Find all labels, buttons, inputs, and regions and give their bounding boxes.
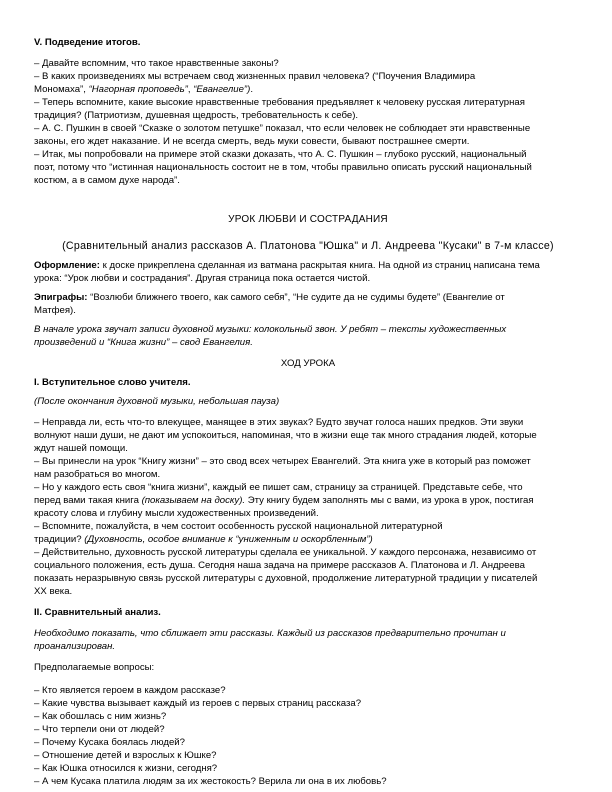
text-line: показать неразрывную связь русской литературы с духовной, продолжение литературной традиции у писателей <box>34 573 538 584</box>
section-5-text <box>34 57 582 187</box>
design-paragraph <box>34 259 582 285</box>
text-line: Матфея). <box>34 305 76 316</box>
text-line: – Итак, мы попробовали на примере этой сказки доказать, что А. С. Пушкин – глубоко русский, национальный <box>34 149 527 160</box>
question-item: – А чем Кусака платила людям за их жестокость? Верила ли она в их любовь? <box>34 776 387 787</box>
text-line: – Неправда ли, есть что-то влекущее, манящее в этих звуках? Будто звучат голоса наших предков. Эти звуки <box>34 417 524 428</box>
italic-span: “Нагорная проповедь” <box>88 84 188 95</box>
text-line: красоту слова и глубину мысли художественных произведений. <box>34 508 319 519</box>
epigraph-paragraph <box>34 291 582 317</box>
text-line: Необходимо показать, что сближает эти рассказы. Каждый из рассказов предварительно прочитан и <box>34 628 506 639</box>
text-line: произведений и “Книга жизни” – свод Евангелия. <box>34 337 253 348</box>
page-content <box>34 36 582 788</box>
question-item: – Что терпели они от людей? <box>34 724 165 735</box>
text-line: – Вы принесли на урок “Книгу жизни” – это свод всех четырех Евангелий. Эта книга уже в который раз поможет <box>34 456 531 467</box>
text-line: – А. С. Пушкин в своей “Сказке о золотом петушке” показал, что если человек не соблюдает эти нравственные <box>34 123 531 134</box>
text-line: костюм, а в самом духе народа”. <box>34 175 180 186</box>
text-span: “Возлюби ближнего твоего, как самого себя”, “Не судите да не судимы будете” (Евангелие от <box>87 292 505 303</box>
text-line: нам разобраться во многом. <box>34 469 161 480</box>
section-1-heading: I. Вступительное слово учителя. <box>34 377 191 388</box>
text-line: – Но у каждого есть своя “книга жизни”, каждый ее пишет сам, страницу за страницей. Представьте себе, что <box>34 482 523 493</box>
question-item: – Почему Кусака боялась людей? <box>34 737 185 748</box>
text-line: проанализирован. <box>34 641 116 652</box>
text-line <box>34 533 582 546</box>
text-line: традиция? (Патриотизм, душевная щедрость, требовательность к себе). <box>34 110 359 121</box>
section-1-text <box>34 416 582 598</box>
text-line <box>34 259 582 272</box>
text-line: – Давайте вспомним, что такое нравственные законы? <box>34 58 279 69</box>
text-span: к доске прикреплена сделанная из ватмана раскрытая книга. На одной из страниц написана тема <box>99 260 540 271</box>
text-line: ждут нашей помощи. <box>34 443 128 454</box>
text-line: XX века. <box>34 586 73 597</box>
question-item: – Какие чувства вызывает каждый из героев с первых страниц рассказа? <box>34 698 362 709</box>
text-line: законы, его ждет наказание. И не всегда смерть, ведь муки совести, бывают пострашнее смерти. <box>34 136 470 147</box>
question-item: – Кто является героем в каждом рассказе? <box>34 685 226 696</box>
text-line: урока: “Урок любви и сострадания”. Другая страница пока остается чистой. <box>34 273 371 284</box>
text-span: Мономаха”, <box>34 84 89 95</box>
intro-paragraph <box>34 323 582 349</box>
questions-label: Предполагаемые вопросы: <box>34 662 155 673</box>
text-line: – Теперь вспомните, какие высокие нравственные требования предъявляет к человеку русская литературная <box>34 97 525 108</box>
lesson-title: УРОК ЛЮБВИ И СОСТРАДАНИЯ <box>228 214 388 225</box>
text-line: волнуют наши души, не дают им успокоиться, напоминая, что в жизни еще так много страдания людей, которые <box>34 430 537 441</box>
text-span: . <box>250 84 253 95</box>
section-1-note: (После окончания духовной музыки, небольшая пауза) <box>34 396 280 407</box>
text-line: – Вспомните, пожалуйста, в чем состоит особенность русской национальной литературной <box>34 521 443 532</box>
section-2-note <box>34 627 582 653</box>
italic-span: (Духовность, особое внимание к “униженным и оскорбленным”) <box>84 534 373 545</box>
text-line <box>34 291 582 304</box>
question-item: – Как Юшка относился к жизни, сегодня? <box>34 763 218 774</box>
question-item: – Как обошлась с ним жизнь? <box>34 711 167 722</box>
questions-list <box>34 684 582 788</box>
text-line: – Действительно, духовность русской литературы сделала ее уникальной. У каждого персонажа, независимо от <box>34 547 537 558</box>
text-line: В начале урока звучат записи духовной музыки: колокольный звон. У ребят – тексты художественных <box>34 324 507 335</box>
lesson-subtitle: (Сравнительный анализ рассказов А. Платонова "Юшка" и Л. Андреева "Кусаки" в 7-м классе) <box>62 240 554 252</box>
question-item: – Отношение детей и взрослых к Юшке? <box>34 750 217 761</box>
text-span: , <box>187 84 194 95</box>
design-label: Оформление: <box>34 260 100 271</box>
epigraph-label: Эпиграфы: <box>34 292 88 303</box>
text-line: – В каких произведениях мы встречаем свод жизненных правил человека? (“Поучения Владимира <box>34 71 476 82</box>
section-2-heading: II. Сравнительный анализ. <box>34 607 161 618</box>
text-line: поэт, потому что “истинная национальность состоит не в том, чтобы правильно описать русский национальный <box>34 162 532 173</box>
section-5-heading: V. Подведение итогов. <box>34 37 141 48</box>
text-span: традиции? <box>34 534 85 545</box>
italic-span: “Евангелие”) <box>193 84 251 95</box>
course-heading: ХОД УРОКА <box>280 358 336 369</box>
text-span: перед вами такая книга <box>34 495 142 506</box>
text-span: Эту книгу будем заполнять мы с вами, из урока в урок, постигая <box>245 495 534 506</box>
italic-span: (показываем на доску). <box>141 495 246 506</box>
text-line <box>34 494 582 507</box>
text-line: социального положения, есть душа. Сегодня наша задача на примере рассказов А. Платонова и Л. Андреева <box>34 560 525 571</box>
text-line <box>34 83 582 96</box>
